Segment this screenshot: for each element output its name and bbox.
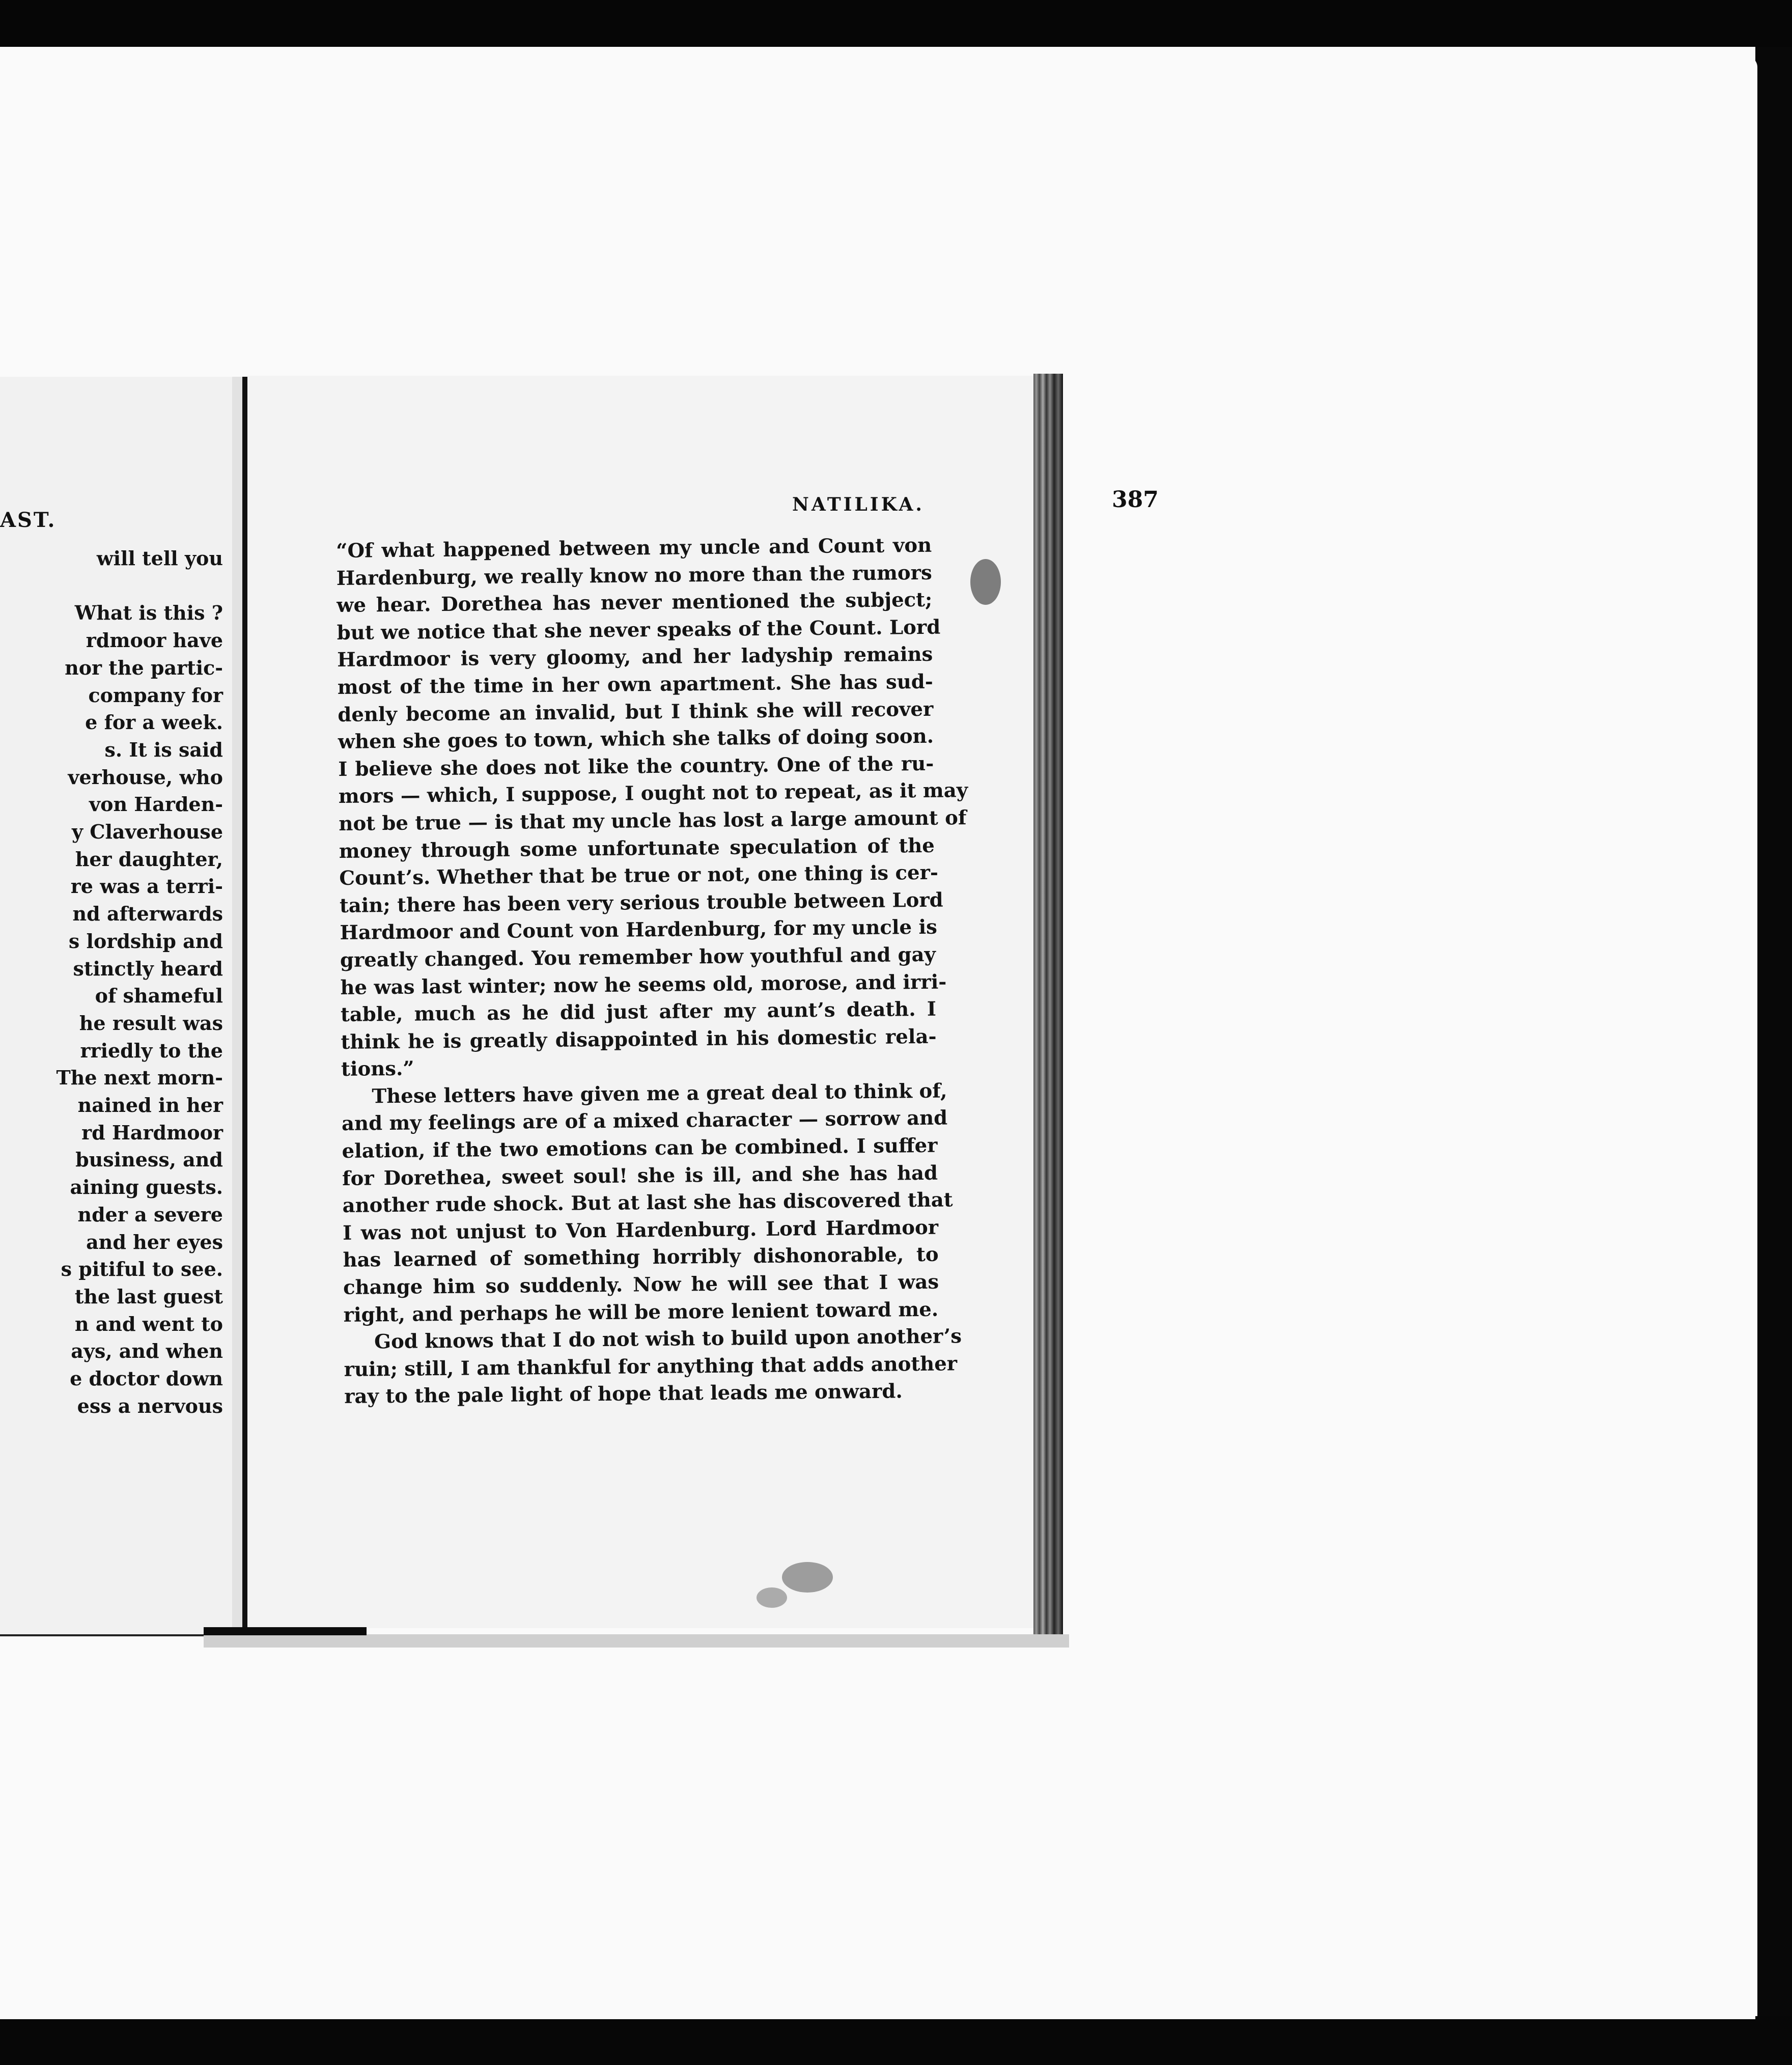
text-line: greatly changed. You remember how youthful and gay	[340, 943, 936, 972]
left-text-line: The next morn-	[56, 1066, 223, 1090]
text-line: change him so suddenly. Now he will see that I was	[343, 1270, 939, 1299]
open-book	[0, 367, 1159, 1639]
text-line: denly become an invalid, but I think she will recover	[338, 697, 934, 727]
left-page-text	[4, 545, 223, 1420]
text-line: and my feelings are of a mixed character — sorrow and	[341, 1106, 948, 1136]
left-text-line: ess a nervous	[77, 1394, 223, 1417]
text-line: ruin; still, I am thankful for anything that adds another	[344, 1352, 958, 1381]
text-line: right, and perhaps he will be more lenient toward me.	[343, 1298, 939, 1327]
text-line: think he is greatly disappointed in his domestic rela-	[341, 1025, 937, 1054]
left-text-line	[4, 572, 223, 600]
text-line: but we notice that she never speaks of the Count. Lord	[337, 616, 941, 645]
text-line: Hardmoor is very gloomy, and her ladyship remains	[337, 643, 933, 672]
left-text-line: aining guests.	[70, 1176, 223, 1199]
film-frame-right-inner	[1746, 56, 1757, 2031]
bottom-binding-rule	[204, 1627, 367, 1635]
left-text-line: re was a terri-	[70, 875, 223, 898]
ink-stain	[970, 559, 1001, 605]
left-text-line: von Harden-	[89, 793, 223, 816]
film-frame-bottom	[0, 2016, 1792, 2065]
text-line: he was last winter; now he seems old, morose, and irri-	[340, 970, 947, 999]
left-text-line: rdmoor have	[86, 629, 223, 652]
text-line: has learned of something horribly dishonorable, to	[343, 1243, 939, 1272]
text-line: money through some unfortunate speculation of the	[339, 834, 935, 863]
left-text-line: y Claverhouse	[71, 820, 223, 844]
left-running-head: AST.	[0, 508, 57, 532]
text-line: I believe she does not like the country. One of the ru-	[338, 752, 934, 781]
running-head	[553, 487, 1159, 517]
running-title: NATILIKA.	[792, 494, 925, 515]
page-number: 387	[1112, 487, 1159, 513]
text-line: when she goes to town, which she talks of doing soon.	[338, 724, 934, 754]
text-line: Count’s. Whether that be true or not, one thing is cer-	[339, 861, 939, 890]
text-line: not be true — is that my uncle has lost a large amount of	[339, 806, 967, 835]
left-text-line: nd afterwards	[72, 902, 223, 926]
left-text-line: s lordship and	[68, 929, 223, 953]
text-line: most of the time in her own apartment. She has sud-	[337, 670, 933, 699]
left-text-line: company for	[88, 683, 223, 707]
text-line: “Of what happened between my uncle and Count von	[336, 534, 932, 563]
left-text-line: s pitiful to see.	[61, 1258, 223, 1281]
left-text-line: e doctor down	[70, 1367, 223, 1390]
left-text-line: he result was	[79, 1011, 223, 1035]
ink-stain	[782, 1562, 833, 1593]
text-line: elation, if the two emotions can be combined. I suffer	[342, 1134, 938, 1163]
left-text-line: nder a severe	[77, 1203, 223, 1226]
text-line: Hardenburg, we really know no more than the rumors	[336, 561, 932, 590]
left-text-line: verhouse, who	[68, 765, 223, 789]
left-text-line: of shameful	[95, 984, 223, 1008]
text-line: another rude shock. But at last she has discovered that	[342, 1188, 953, 1218]
text-line: table, much as he did just after my aunt’s death. I	[340, 997, 937, 1027]
left-text-line: her daughter,	[75, 847, 223, 871]
left-text-line: nained in her	[77, 1094, 223, 1117]
book-shadow	[204, 1634, 1069, 1648]
page-edges	[1033, 374, 1063, 1636]
text-line: God knows that I do not wish to build upon another’s	[374, 1325, 962, 1354]
left-text-line: nor the partic-	[65, 656, 223, 679]
text-line: tions.”	[341, 1057, 414, 1081]
text-line: for Dorethea, sweet soul! she is ill, and she has had	[342, 1161, 938, 1190]
left-text-line: e for a week.	[85, 711, 223, 734]
text-line: I was not unjust to Von Hardenburg. Lord Hardmoor	[342, 1216, 939, 1245]
film-frame-top	[0, 0, 1792, 47]
left-text-line: s. It is said	[104, 738, 223, 761]
left-text-line: will tell you	[96, 547, 223, 570]
left-text-line: n and went to	[74, 1312, 223, 1335]
left-text-line: rd Hardmoor	[81, 1121, 223, 1144]
film-frame-right	[1755, 47, 1792, 2065]
text-line: Hardmoor and Count von Hardenburg, for my uncle is	[340, 916, 938, 945]
left-text-line: ays, and when	[71, 1340, 223, 1363]
text-line: tain; there has been very serious trouble between Lord	[339, 888, 943, 917]
text-line: we hear. Dorethea has never mentioned the subject;	[337, 588, 933, 618]
text-line: ray to the pale light of hope that leads me onward.	[344, 1380, 903, 1409]
film-frame-gap	[0, 47, 1792, 52]
page-body-text	[336, 532, 968, 1411]
right-page	[247, 376, 1159, 1628]
left-page	[0, 377, 249, 1636]
left-text-line: stinctly heard	[73, 957, 223, 980]
left-text-line: and her eyes	[86, 1230, 223, 1253]
left-text-line: What is this ?	[74, 601, 223, 625]
ink-stain	[757, 1587, 787, 1608]
left-text-line: business, and	[75, 1148, 223, 1171]
text-line: These letters have given me a great deal to think of,	[372, 1079, 947, 1108]
text-line: mors — which, I suppose, I ought not to repeat, as it may	[338, 779, 968, 808]
film-frame-bottom-gap	[0, 2012, 1755, 2019]
left-text-line: rriedly to the	[80, 1039, 223, 1062]
left-text-line: the last guest	[74, 1285, 223, 1308]
